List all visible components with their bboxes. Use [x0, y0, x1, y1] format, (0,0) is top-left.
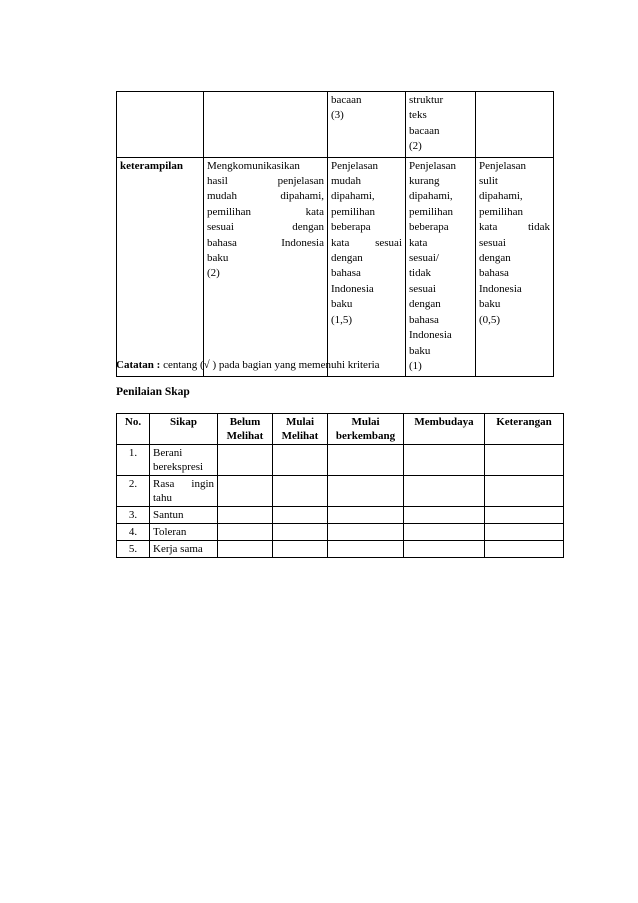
- cell-aspect: keterampilan: [117, 157, 204, 377]
- cell-line: tahu: [153, 492, 172, 504]
- row-no: 3.: [117, 507, 150, 524]
- header-line: Mulai: [351, 416, 380, 428]
- cell-line: (2): [409, 140, 422, 153]
- cell-line: dipahami,: [331, 190, 375, 203]
- note-text: centang (√ ) pada bagian yang memenuhi kriteria: [160, 359, 380, 371]
- keterangan-cell[interactable]: [485, 524, 564, 541]
- cell-line: sesuai/: [409, 252, 439, 265]
- cell-score-1-5: [328, 157, 406, 377]
- cell-line: Santun: [153, 509, 184, 521]
- cell-line: bacaan: [331, 94, 362, 106]
- cell-line: Penjelasan: [479, 159, 527, 172]
- check-cell[interactable]: [273, 507, 328, 524]
- cell-line: dengan: [331, 252, 363, 265]
- check-cell[interactable]: [273, 541, 328, 558]
- row-sikap: [150, 541, 218, 558]
- cell-line: baku: [331, 298, 353, 311]
- row-no: 5.: [117, 541, 150, 558]
- check-cell[interactable]: [218, 445, 273, 476]
- check-cell[interactable]: [273, 445, 328, 476]
- cell-line: teks: [409, 109, 427, 122]
- cell-line: bahasa: [331, 267, 361, 280]
- cell-line: dengan: [479, 252, 511, 265]
- cell-line: beberapa: [409, 221, 449, 234]
- check-cell[interactable]: [273, 524, 328, 541]
- rubric-row-continued: [117, 92, 554, 158]
- check-cell[interactable]: [218, 476, 273, 507]
- rubric-row-keterampilan: [117, 157, 554, 377]
- check-cell[interactable]: [218, 541, 273, 558]
- header-mulai-berkembang: [328, 414, 404, 445]
- header-membudaya: Membudaya: [404, 414, 485, 445]
- cell-line: kurang: [409, 175, 440, 188]
- cell-line: sulit: [479, 175, 498, 188]
- table-row: [117, 476, 564, 507]
- cell-line: bacaan: [409, 124, 440, 137]
- cell-line: pemilihan: [331, 205, 375, 218]
- cell-line: (1): [409, 359, 422, 372]
- cell-line: baku: [479, 298, 501, 311]
- attitude-header-row: [117, 414, 564, 445]
- check-cell[interactable]: [404, 541, 485, 558]
- cell-empty: [476, 92, 554, 158]
- cell-line: bahasa Indonesia: [207, 236, 324, 249]
- check-cell[interactable]: [328, 476, 404, 507]
- cell-line: struktur: [409, 94, 444, 106]
- cell-line: Mengkomunikasikan: [207, 159, 300, 172]
- cell-line: Berani: [153, 447, 183, 459]
- cell-empty: [204, 92, 328, 158]
- cell-line: mudah: [331, 175, 361, 188]
- header-no: No.: [117, 414, 150, 445]
- header-line: Melihat: [226, 430, 264, 442]
- cell-line: baku: [409, 344, 431, 357]
- cell-line: (1,5): [331, 313, 353, 326]
- header-keterangan: Keterangan: [485, 414, 564, 445]
- cell-line: sesuai: [409, 282, 436, 295]
- cell-line: tidak: [409, 267, 431, 280]
- check-cell[interactable]: [404, 524, 485, 541]
- cell-line: kata sesuai: [331, 236, 402, 249]
- cell-line: pemilihan: [479, 205, 523, 218]
- check-cell[interactable]: [273, 476, 328, 507]
- check-cell[interactable]: [328, 507, 404, 524]
- section-heading: Penilaian Skap: [116, 386, 190, 398]
- cell-line: Penjelasan: [409, 159, 457, 172]
- cell-line: sesuai dengan: [207, 221, 324, 234]
- row-sikap: [150, 445, 218, 476]
- check-cell[interactable]: [404, 507, 485, 524]
- cell-line: (3): [331, 109, 344, 122]
- cell-line: Toleran: [153, 526, 187, 538]
- table-row: [117, 541, 564, 558]
- cell-line: Indonesia: [479, 282, 522, 295]
- check-cell[interactable]: [328, 541, 404, 558]
- check-cell[interactable]: [404, 445, 485, 476]
- cell-line: bahasa: [409, 313, 439, 326]
- cell-line: pemilihan kata: [207, 205, 324, 218]
- cell-score-1: [406, 157, 476, 377]
- cell-line: dipahami,: [409, 190, 453, 203]
- header-line: Melihat: [281, 430, 319, 442]
- attitude-table: [116, 413, 564, 558]
- cell-line: kata tidak: [479, 221, 550, 234]
- row-no: 1.: [117, 445, 150, 476]
- cell-score-3: [328, 92, 406, 158]
- cell-line: beberapa: [331, 221, 371, 234]
- cell-indicator: [204, 157, 328, 377]
- check-cell[interactable]: [404, 476, 485, 507]
- cell-line: Penjelasan: [331, 159, 379, 172]
- rubric-table: [116, 91, 554, 377]
- note-label: Catatan :: [116, 359, 161, 371]
- cell-line: berekspresi: [153, 461, 204, 473]
- table-row: [117, 524, 564, 541]
- header-line: Mulai: [285, 416, 315, 428]
- keterangan-cell[interactable]: [485, 476, 564, 507]
- cell-score-0-5: [476, 157, 554, 377]
- table-row: [117, 507, 564, 524]
- header-line: Belum: [229, 416, 261, 428]
- cell-line: Rasa ingin: [153, 478, 214, 490]
- cell-line: kata: [409, 236, 428, 249]
- cell-line: Indonesia: [331, 282, 374, 295]
- cell-empty: [117, 92, 204, 158]
- cell-line: bahasa: [479, 267, 509, 280]
- cell-line: (2): [207, 267, 220, 280]
- cell-line: baku: [207, 252, 229, 265]
- cell-line: (0,5): [479, 313, 501, 326]
- header-belum-melihat: [218, 414, 273, 445]
- note: [116, 358, 380, 372]
- keterangan-cell[interactable]: [485, 507, 564, 524]
- check-cell[interactable]: [218, 507, 273, 524]
- cell-line: Kerja sama: [153, 543, 203, 555]
- check-cell[interactable]: [218, 524, 273, 541]
- header-line: berkembang: [335, 430, 396, 442]
- header-mulai-melihat: [273, 414, 328, 445]
- check-cell[interactable]: [328, 524, 404, 541]
- cell-line: dipahami,: [479, 190, 523, 203]
- cell-line: Indonesia: [409, 329, 452, 342]
- row-sikap: [150, 507, 218, 524]
- row-sikap: [150, 524, 218, 541]
- cell-line: sesuai: [479, 236, 506, 249]
- cell-line: mudah dipahami,: [207, 190, 324, 203]
- keterangan-cell[interactable]: [485, 445, 564, 476]
- row-no: 2.: [117, 476, 150, 507]
- row-sikap: [150, 476, 218, 507]
- keterangan-cell[interactable]: [485, 541, 564, 558]
- cell-line: hasil penjelasan: [207, 175, 324, 188]
- cell-score-2: [406, 92, 476, 158]
- header-sikap: Sikap: [150, 414, 218, 445]
- check-cell[interactable]: [328, 445, 404, 476]
- cell-line: dengan: [409, 298, 441, 311]
- row-no: 4.: [117, 524, 150, 541]
- table-row: [117, 445, 564, 476]
- cell-line: pemilihan: [409, 205, 453, 218]
